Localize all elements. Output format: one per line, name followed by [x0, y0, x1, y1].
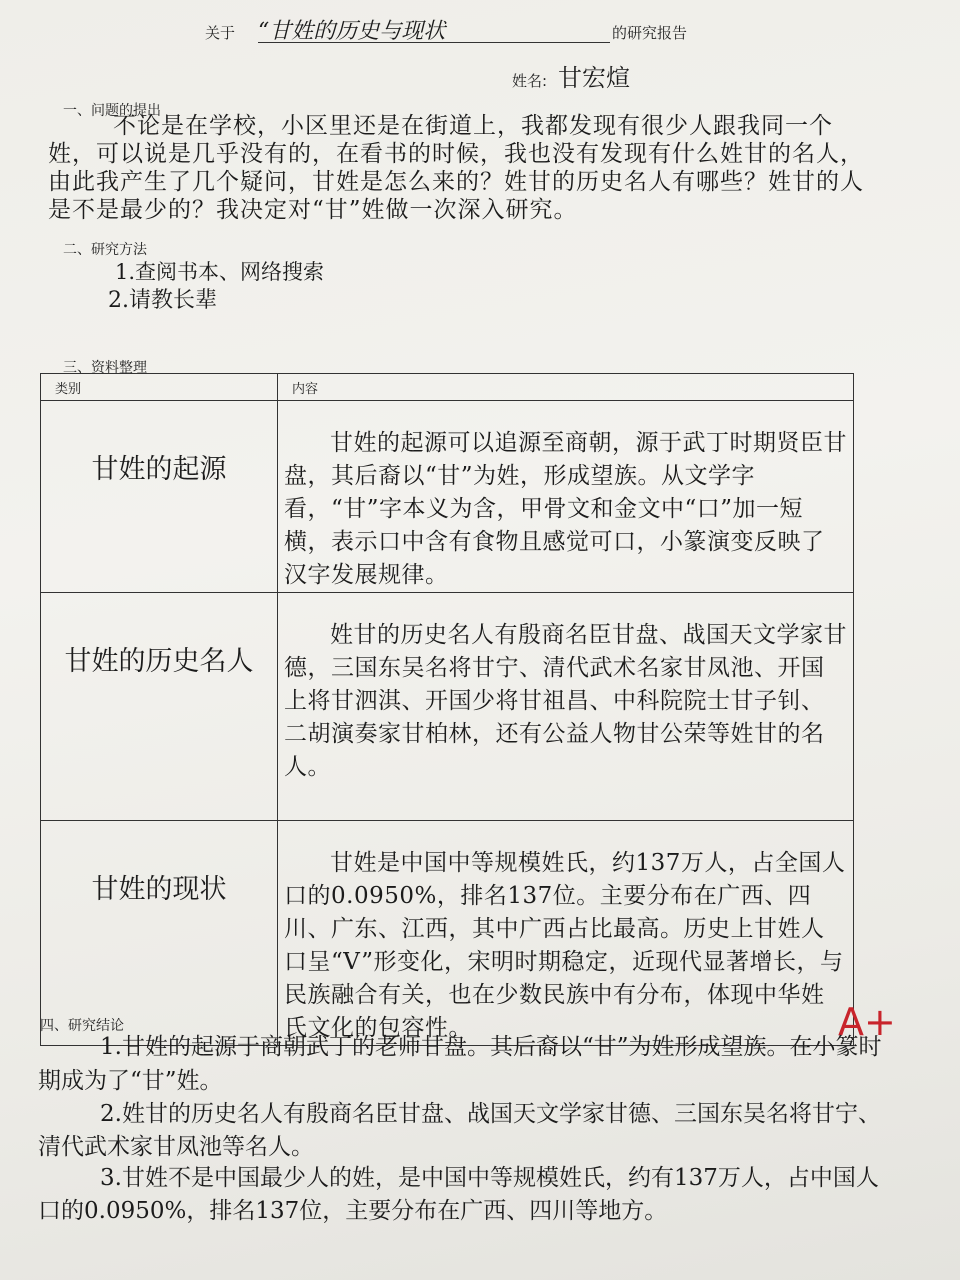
- conclusion-1: 1.甘姓的起源于商朝武丁的老师甘盘。其后裔以“甘”为姓形成望族。在小篆时期成为了“甘”姓。: [38, 1034, 882, 1094]
- column-header-category: 类别: [41, 374, 278, 401]
- row-content: 甘姓的起源可以追源至商朝，源于武丁时期贤臣甘盘，其后裔以“甘”为姓，形成望族。从文学字看，“甘”字本义为含，甲骨文和金文中“口”加一短横，表示口中含有食物且感觉可口，小篆演变反映了汉字发展规律。: [278, 401, 854, 593]
- student-name: 甘宏煊: [558, 64, 630, 92]
- problem-statement: 不论是在学校，小区里还是在街道上，我都发现有很少人跟我同一个姓，可以说是几乎没有的，在看书的时候，我也没有发现有什么姓甘的名人，由此我产生了几个疑问，甘姓是怎么来的？姓甘的历史名人有哪些？姓甘的人是不是最少的？我决定对“甘”姓做一次深入研究。: [48, 113, 864, 223]
- section-3-heading: 三、资料整理: [63, 360, 147, 376]
- table-row: [41, 821, 854, 1046]
- column-header-content: 内容: [278, 374, 854, 401]
- row-category: 甘姓的起源: [41, 401, 278, 593]
- method-item-2: 2.请教长辈: [108, 288, 217, 313]
- title-prefix: 关于: [205, 24, 236, 42]
- method-item-1: 1.查阅书本、网络搜索: [115, 260, 325, 284]
- conclusion-3: 3.甘姓不是中国最少人的姓，是中国中等规模姓氏，约有137万人，占中国人口的0.0950%，排名137位，主要分布在广西、四川等地方。: [38, 1165, 879, 1224]
- table-row: [41, 401, 854, 593]
- grade-mark: A+: [838, 1000, 896, 1044]
- research-table: [40, 373, 854, 1046]
- row-category: 甘姓的现状: [41, 821, 278, 1046]
- name-label: 姓名:: [512, 72, 548, 90]
- section-2-heading: 二、研究方法: [63, 242, 147, 258]
- section-4-heading: 四、研究结论: [40, 1018, 124, 1034]
- title-suffix: 的研究报告: [612, 24, 688, 42]
- title-underline: [258, 42, 610, 43]
- table-row: [41, 593, 854, 821]
- report-topic: “甘姓的历史与现状: [258, 19, 446, 44]
- row-content: 姓甘的历史名人有殷商名臣甘盘、战国天文学家甘德，三国东吴名将甘宁、清代武术名家甘凤池、开国上将甘泗淇、开国少将甘祖昌、中科院院士甘子钊、二胡演奏家甘柏林，还有公益人物甘公荣等姓甘的名人。: [278, 593, 854, 821]
- section-1-heading: 一、问题的提出: [63, 103, 161, 119]
- row-content: 甘姓是中国中等规模姓氏，约137万人，占全国人口的0.0950%，排名137位。主要分布在广西、四川、广东、江西，其中广西占比最高。历史上甘姓人口呈“V”形变化，宋明时期稳定，近现代显著增长，与民族融合有关，也在少数民族中有分布，体现中华姓氏文化的包容性。: [278, 821, 854, 1046]
- row-category: 甘姓的历史名人: [41, 593, 278, 821]
- conclusion-2: 2.姓甘的历史名人有殷商名臣甘盘、战国天文学家甘德、三国东吴名将甘宁、清代武术家甘凤池等名人。: [38, 1101, 881, 1160]
